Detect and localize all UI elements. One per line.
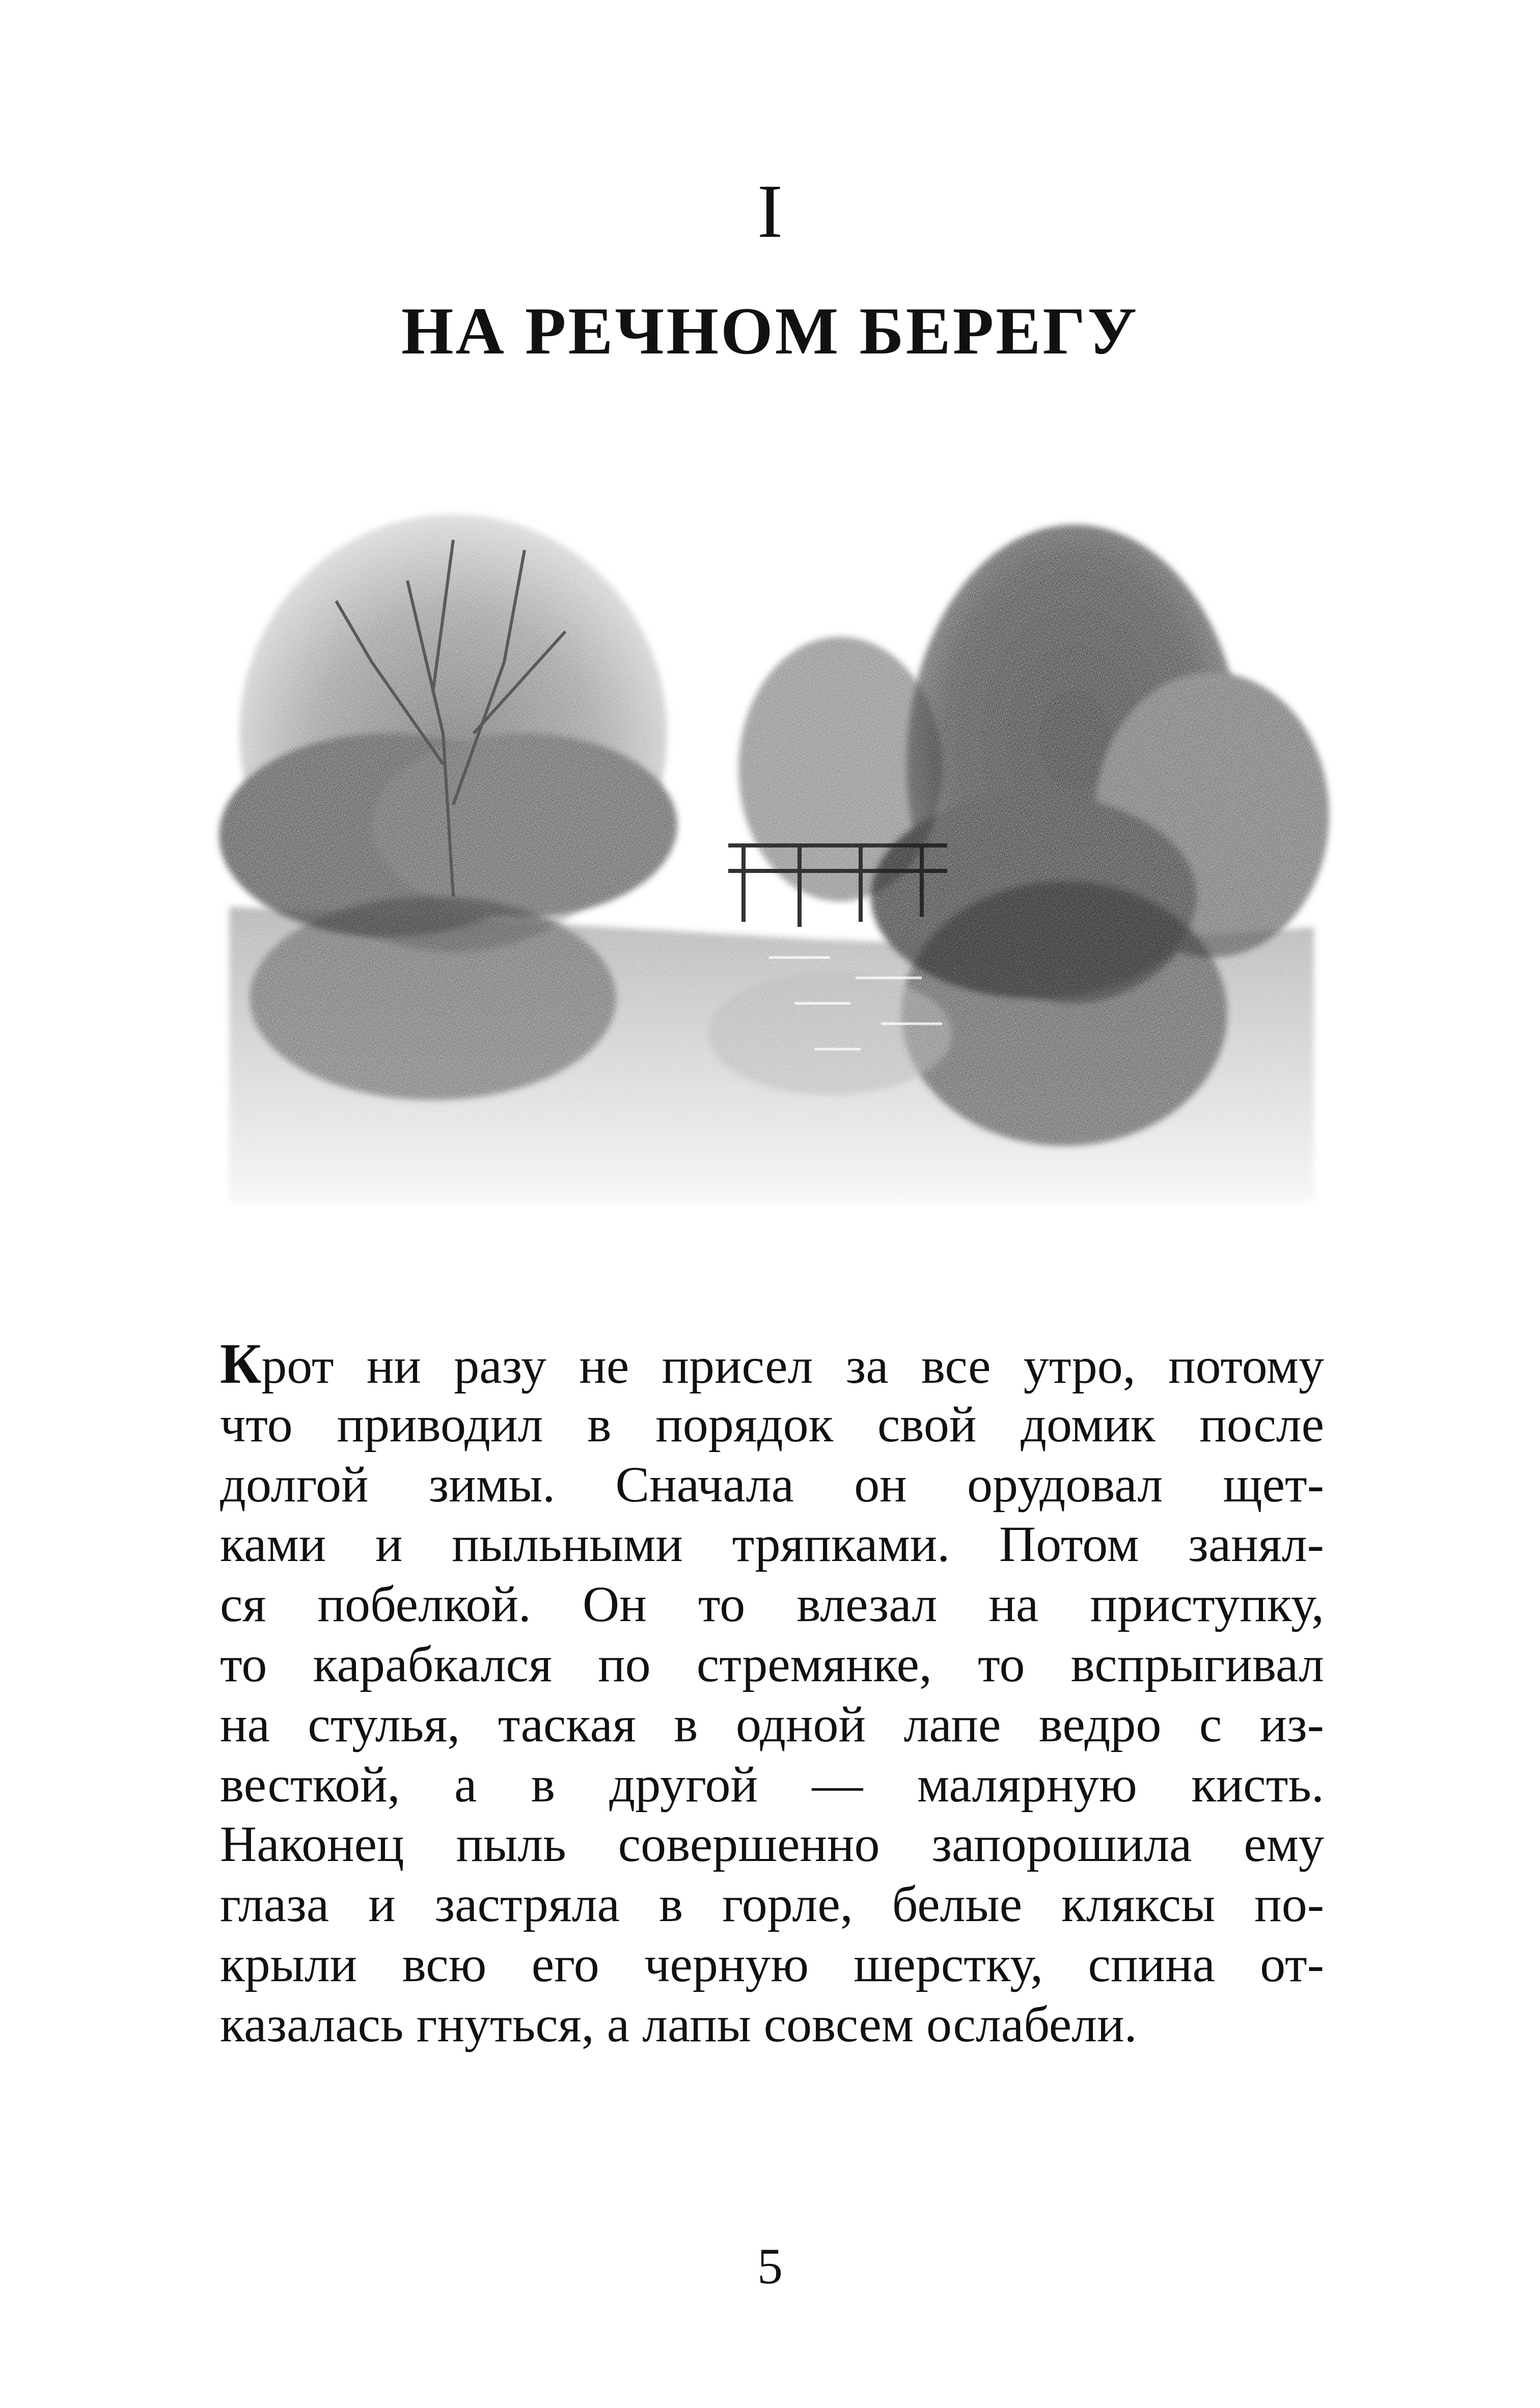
text-line: Наконец пыль совершенно запорошила ему xyxy=(220,1816,1324,1873)
text-line: ками и пыльными тряпками. Потом занял- xyxy=(220,1516,1324,1573)
text-line: долгой зимы. Сначала он орудовал щет- xyxy=(220,1456,1324,1513)
river-water xyxy=(229,881,1314,1202)
chapter-number: I xyxy=(757,169,783,254)
page-number: 5 xyxy=(757,2238,783,2294)
drop-cap: К xyxy=(220,1332,262,1395)
body-text xyxy=(220,1334,1324,2055)
text-line: глаза и застряла в горле, белые кляксы по- xyxy=(220,1876,1324,1933)
text-line: казалась гнуться, а лапы совсем ослабели. xyxy=(220,1995,1137,2053)
text-line: Крот ни разу не присел за все утро, потому xyxy=(220,1332,1324,1395)
chapter-title: НА РЕЧНОМ БЕРЕГУ xyxy=(401,293,1139,368)
text-line: весткой, а в другой — малярную кисть. xyxy=(220,1756,1324,1813)
text-line: что приводил в порядок свой домик после xyxy=(220,1395,1324,1453)
text-line: на стулья, таская в одной лапе ведро с из- xyxy=(220,1695,1324,1753)
river-landscape-illustration xyxy=(168,448,1370,1243)
text-line: ся побелкой. Он то влезал на приступку, xyxy=(220,1576,1324,1633)
text-line: крыли всю его черную шерстку, спина от- xyxy=(220,1935,1324,1992)
text-line: то карабкался по стремянке, то вспрыгивал xyxy=(220,1635,1324,1692)
